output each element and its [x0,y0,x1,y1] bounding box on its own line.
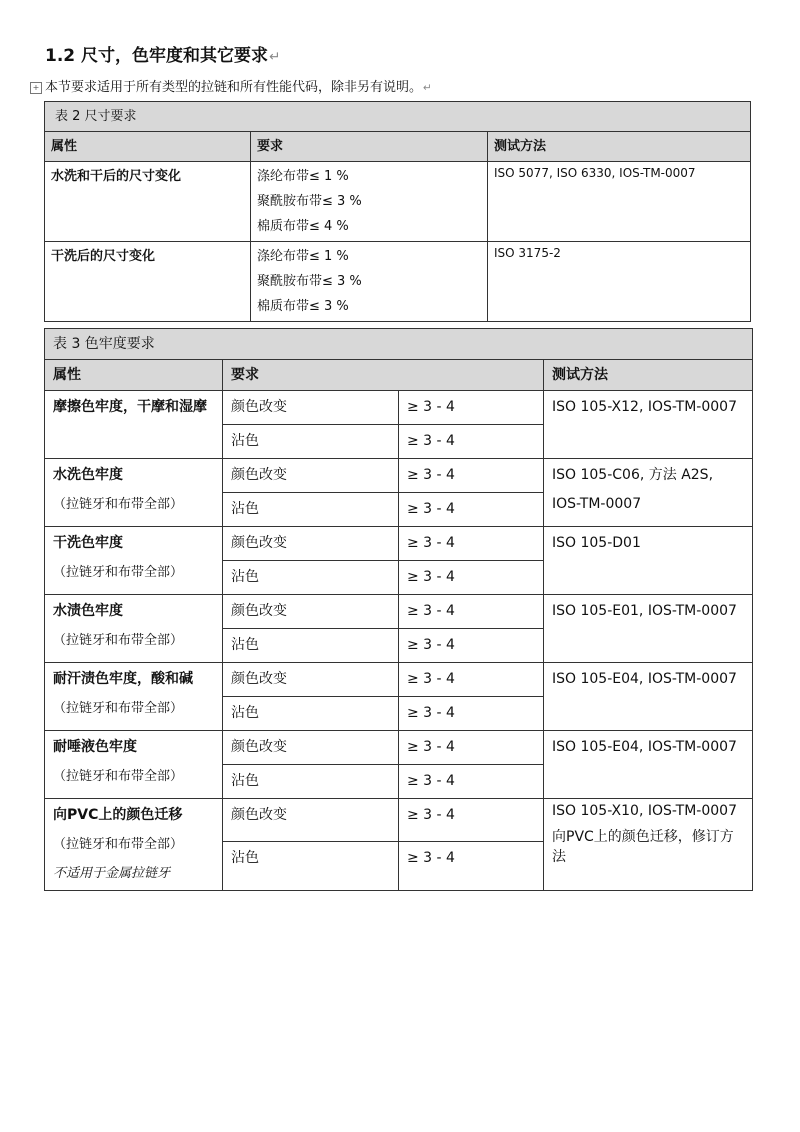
requirement-line: 聚酰胺布带≤ 3 % [257,274,362,289]
header-attribute: 属性 [45,132,251,162]
test-method-line: ISO 105-X12, IOS-TM-0007 [552,399,737,415]
section-heading: 1.2 尺寸，色牢度和其它要求↵ [45,46,281,66]
test-method-cell [544,527,753,595]
attribute-cell [45,595,223,663]
test-method-cell: ISO 3175-2 [488,242,751,322]
requirement-label: 颜色改变 [223,731,399,765]
attribute-name: 水渍色牢度 [53,603,123,619]
requirement-value: ≥ 3 - 4 [399,663,544,697]
table-caption: 表 2 尺寸要求 [45,102,751,132]
table-row [45,731,753,765]
test-method-cell [544,799,753,891]
attribute-note: （拉链牙和布带全部） [53,837,184,852]
header-test-method: 测试方法 [544,360,753,391]
attribute-note: （拉链牙和布带全部） [53,633,184,648]
requirement-label: 颜色改变 [223,527,399,561]
requirement-label: 沾色 [223,561,399,595]
attribute-cell [45,459,223,527]
attribute-note: （拉链牙和布带全部） [53,497,184,512]
requirement-line: 棉质布带≤ 3 % [257,299,349,314]
requirement-value: ≥ 3 - 4 [399,799,544,842]
requirement-value: ≥ 3 - 4 [399,391,544,425]
table-row [45,527,753,561]
attribute-cell [45,799,223,891]
requirement-value: ≥ 3 - 4 [399,629,544,663]
attribute-name: 耐唾液色牢度 [53,739,137,755]
requirement-cell [251,242,488,322]
requirement-line: 棉质布带≤ 4 % [257,219,349,234]
table-caption-row [45,102,751,132]
requirement-label: 颜色改变 [223,799,399,842]
test-method-cell [544,391,753,459]
attribute-exception: 不适用于金属拉链牙 [53,866,171,881]
table-header-row [45,132,751,162]
requirement-label: 颜色改变 [223,663,399,697]
requirement-label: 沾色 [223,842,399,891]
header-requirement: 要求 [251,132,488,162]
attribute-name: 耐汗渍色牢度，酸和碱 [53,671,193,687]
attribute-name: 摩擦色牢度，干摩和湿摩 [53,399,207,415]
attribute-cell [45,527,223,595]
table-anchor-icon[interactable]: + [30,82,42,94]
header-test-method: 测试方法 [488,132,751,162]
test-method-cell [544,731,753,799]
test-method-cell [544,663,753,731]
requirement-label: 沾色 [223,697,399,731]
test-method-line: ISO 105-E01, IOS-TM-0007 [552,603,737,619]
attribute-name: 水洗色牢度 [53,467,123,483]
colorfastness-requirements-table [44,328,753,891]
requirement-value: ≥ 3 - 4 [399,842,544,891]
attribute-note: （拉链牙和布带全部） [53,565,184,580]
requirement-value: ≥ 3 - 4 [399,425,544,459]
table-header-row [45,360,753,391]
table-row [45,459,753,493]
requirement-label: 沾色 [223,765,399,799]
table-caption-row [45,329,753,360]
table-row [45,799,753,842]
attribute-cell [45,731,223,799]
test-method-line: IOS-TM-0007 [552,496,642,512]
attribute-name: 干洗色牢度 [53,535,123,551]
requirement-label: 颜色改变 [223,459,399,493]
requirement-value: ≥ 3 - 4 [399,561,544,595]
requirement-label: 沾色 [223,629,399,663]
table-caption: 表 3 色牢度要求 [45,329,753,360]
test-method-line: 向PVC上的颜色迁移，修订方法 [552,829,734,865]
requirement-value: ≥ 3 - 4 [399,595,544,629]
section-intro: 本节要求适用于所有类型的拉链和所有性能代码，除非另有说明。↵ [45,80,432,95]
requirement-value: ≥ 3 - 4 [399,765,544,799]
attribute-note: （拉链牙和布带全部） [53,701,184,716]
table-row [45,595,753,629]
requirement-cell [251,162,488,242]
test-method-line: ISO 105-E04, IOS-TM-0007 [552,739,737,755]
attribute-name: 向PVC上的颜色迁移 [53,807,183,823]
requirement-value: ≥ 3 - 4 [399,493,544,527]
table-row [45,391,753,425]
test-method-cell [544,459,753,527]
requirement-value: ≥ 3 - 4 [399,459,544,493]
table-row [45,162,751,242]
attribute-cell [45,391,223,459]
header-attribute: 属性 [45,360,223,391]
test-method-cell [544,595,753,663]
requirement-label: 沾色 [223,493,399,527]
attribute-cell: 干洗后的尺寸变化 [45,242,251,322]
requirement-line: 涤纶布带≤ 1 % [257,249,349,264]
requirement-value: ≥ 3 - 4 [399,697,544,731]
table-row [45,242,751,322]
test-method-line: ISO 105-E04, IOS-TM-0007 [552,671,737,687]
requirement-value: ≥ 3 - 4 [399,527,544,561]
attribute-cell: 水洗和干后的尺寸变化 [45,162,251,242]
attribute-note: （拉链牙和布带全部） [53,769,184,784]
test-method-line: ISO 105-C06, 方法 A2S, [552,467,714,483]
requirement-label: 颜色改变 [223,391,399,425]
requirement-line: 涤纶布带≤ 1 % [257,169,349,184]
test-method-line: ISO 105-D01 [552,535,641,551]
header-requirement: 要求 [223,360,544,391]
test-method-line: ISO 105-X10, IOS-TM-0007 [552,803,737,819]
requirement-value: ≥ 3 - 4 [399,731,544,765]
requirement-line: 聚酰胺布带≤ 3 % [257,194,362,209]
dimension-requirements-table [44,101,751,322]
attribute-cell [45,663,223,731]
requirement-label: 颜色改变 [223,595,399,629]
requirement-label: 沾色 [223,425,399,459]
test-method-cell: ISO 5077, ISO 6330, IOS-TM-0007 [488,162,751,242]
table-row [45,663,753,697]
